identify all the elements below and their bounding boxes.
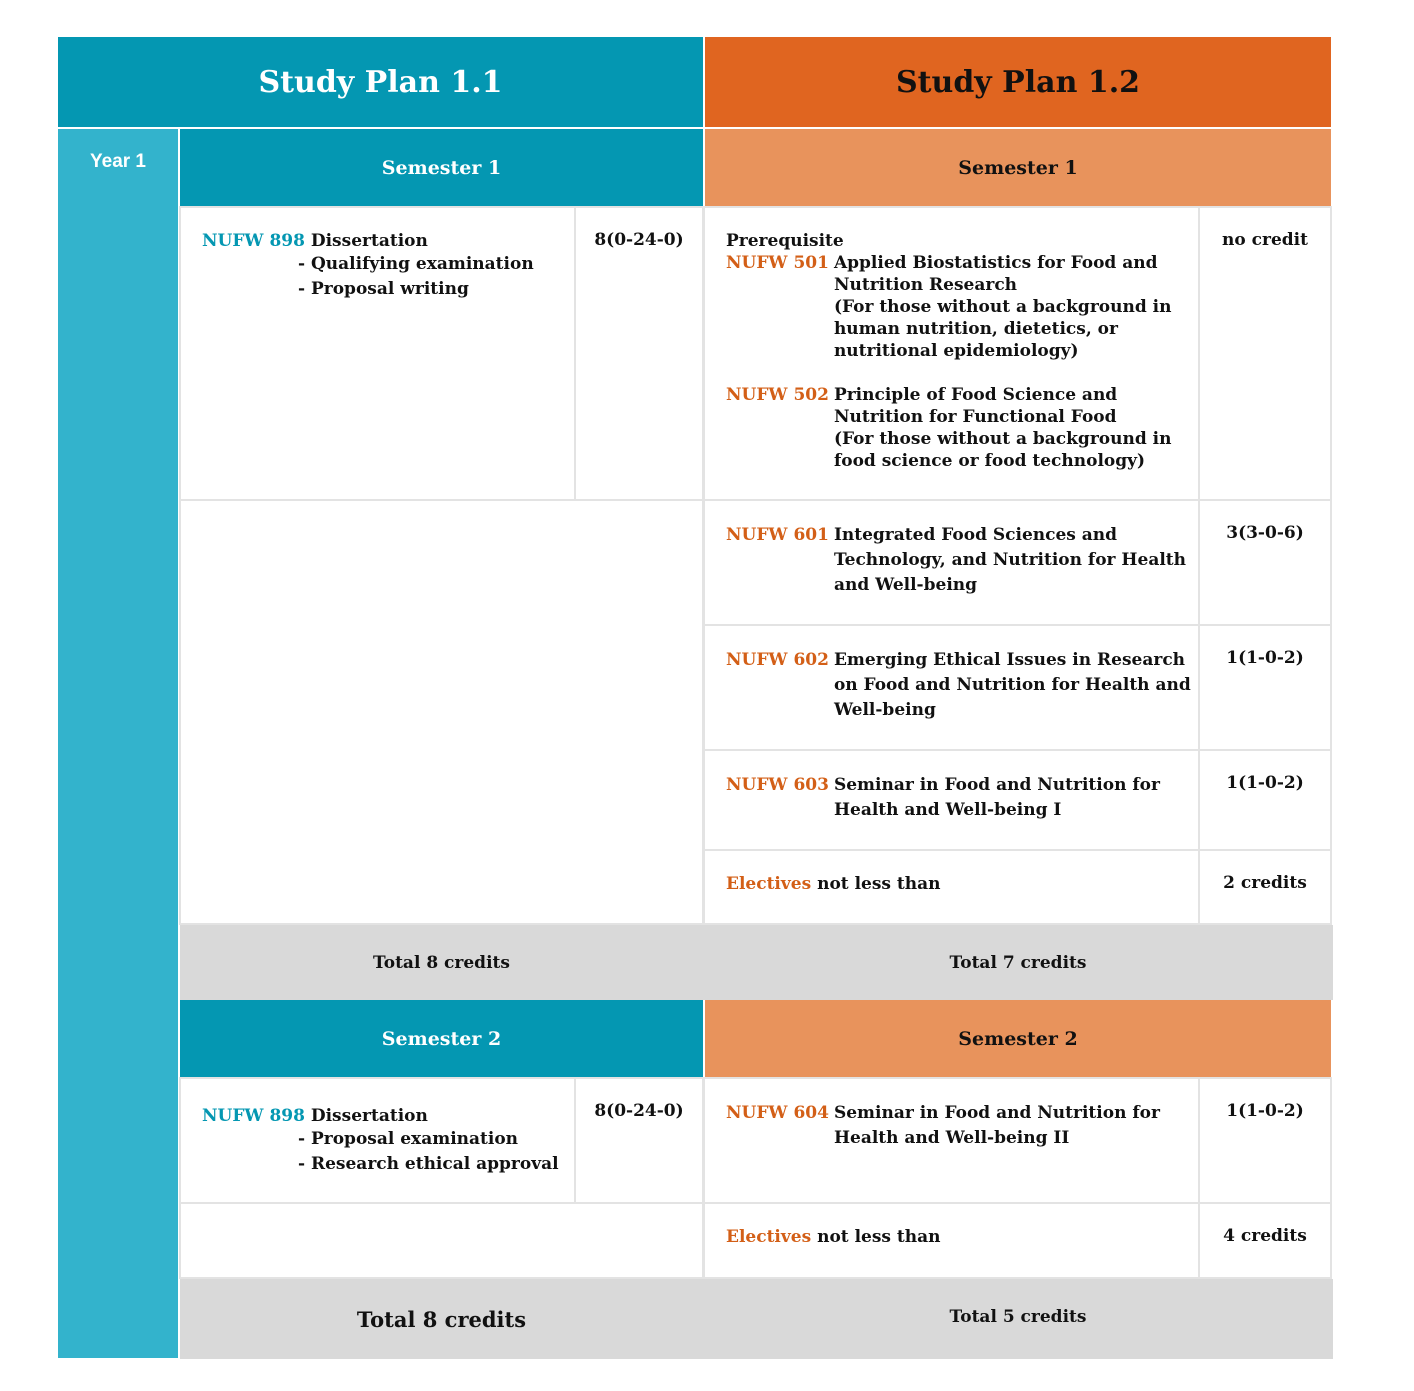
course-line: Health and Well-being I [833, 800, 1062, 820]
course-line: (For those without a background in [833, 297, 1172, 317]
plan-a-sem1-course-cell [179, 206, 576, 501]
course-line: Principle of Food Science and [833, 385, 1118, 405]
plan-b-prerequisite-cell [703, 206, 1200, 501]
course-line: Integrated Food Sciences and [833, 525, 1118, 545]
course-line: Seminar in Food and Nutrition for [833, 775, 1160, 795]
course-line: Nutrition Research [833, 275, 1018, 295]
credit-cell-604 [1198, 1077, 1332, 1204]
plan-b-semester-2-title: Semester 2 [958, 1027, 1078, 1050]
course-credit: 4 credits [1223, 1226, 1307, 1246]
course-line: Technology, and Nutrition for Health [833, 550, 1186, 570]
course-entry-604 [726, 1101, 1198, 1151]
course-line: (For those without a background in [833, 429, 1172, 449]
course-name: Dissertation [310, 231, 428, 251]
plan-b-prerequisite-credit-cell [1198, 206, 1332, 501]
course-entry [202, 230, 574, 252]
plan-a-sem1-total [180, 925, 703, 1000]
course-entry-501 [726, 252, 1198, 362]
course-code: NUFW 602 [726, 650, 829, 670]
course-code: NUFW 502 [726, 385, 829, 405]
plan-b-sem1-total [703, 925, 1333, 1000]
plan-a-sem2-total [180, 1279, 703, 1359]
electives-cell-sem1 [703, 849, 1200, 925]
study-plan-1-1-header [58, 37, 703, 127]
year-column [58, 129, 178, 1358]
plan-b-sem2-total [703, 1279, 1333, 1359]
study-plan-1-2-title: Study Plan 1.2 [895, 64, 1141, 100]
sub-item: - Research ethical approval [298, 1154, 559, 1174]
plan-a-semester-2-title: Semester 2 [381, 1027, 502, 1050]
course-line: Well-being [833, 700, 936, 720]
plan-a-sem2-empty-cell [179, 1202, 704, 1279]
course-line: Emerging Ethical Issues in Research [833, 650, 1186, 670]
plan-a-semester-1-header [180, 129, 703, 206]
electives-text: not less than [817, 1227, 941, 1247]
study-plan-1-1-title: Study Plan 1.1 [258, 64, 503, 100]
course-entry-602 [726, 648, 1198, 723]
course-sub-items [298, 1127, 574, 1177]
course-credit: 1(1-0-2) [1226, 648, 1304, 668]
course-credit: 1(1-0-2) [1226, 773, 1304, 793]
course-sub-items [298, 252, 574, 302]
electives-label: Electives [726, 1227, 812, 1247]
plan-a-sem2-credit-cell [574, 1077, 704, 1204]
year-label: Year 1 [90, 151, 146, 172]
plan-b-semester-2-header [705, 1000, 1331, 1077]
course-entry [202, 1105, 574, 1127]
course-line: food science or food technology) [833, 451, 1146, 471]
course-entry-601 [726, 523, 1198, 598]
course-credit: 1(1-0-2) [1226, 1101, 1304, 1121]
course-code: NUFW 603 [726, 775, 829, 795]
course-entry-502 [726, 384, 1198, 472]
course-code: NUFW 601 [726, 525, 829, 545]
course-cell-601 [703, 499, 1200, 626]
plan-a-semester-1-title: Semester 1 [381, 156, 502, 179]
course-line: Nutrition for Functional Food [833, 407, 1117, 427]
course-code: NUFW 604 [726, 1103, 829, 1123]
course-line: and Well-being [833, 575, 978, 595]
credit-cell-601 [1198, 499, 1332, 626]
course-code: NUFW 898 [202, 1106, 305, 1126]
course-credit: 8(0-24-0) [594, 1101, 684, 1121]
total-label: Total 8 credits [373, 952, 510, 973]
plan-b-semester-1-title: Semester 1 [958, 156, 1078, 179]
course-cell-602 [703, 624, 1200, 751]
course-line: Health and Well-being II [833, 1128, 1070, 1148]
prerequisite-label: Prerequisite [726, 231, 844, 251]
course-credit: 3(3-0-6) [1226, 523, 1304, 543]
electives-entry [726, 873, 1198, 895]
course-line: on Food and Nutrition for Health and [833, 675, 1191, 695]
total-label: Total 5 credits [949, 1307, 1087, 1327]
plan-b-semester-1-header [705, 129, 1331, 206]
course-credit: 8(0-24-0) [594, 230, 684, 250]
electives-label: Electives [726, 874, 812, 894]
plan-a-sem2-course-cell [179, 1077, 576, 1204]
course-line: nutritional epidemiology) [833, 341, 1079, 361]
electives-text: not less than [817, 874, 941, 894]
course-credit: 2 credits [1223, 873, 1307, 893]
electives-credit-cell-sem2 [1198, 1202, 1332, 1279]
credit-cell-602 [1198, 624, 1332, 751]
course-cell-604 [703, 1077, 1200, 1204]
total-label: Total 7 credits [949, 952, 1087, 973]
sub-item: - Proposal writing [298, 279, 469, 299]
course-credit: no credit [1222, 230, 1308, 250]
study-plan-1-2-header [705, 37, 1331, 127]
total-label: Total 8 credits [356, 1306, 527, 1332]
sub-item: - Proposal examination [298, 1129, 519, 1149]
electives-cell-sem2 [703, 1202, 1200, 1279]
plan-a-sem1-empty-cell [179, 499, 704, 925]
course-line: Applied Biostatistics for Food and [833, 253, 1158, 273]
course-code: NUFW 501 [726, 253, 829, 273]
electives-entry [726, 1226, 1198, 1248]
course-cell-603 [703, 749, 1200, 851]
course-line: Seminar in Food and Nutrition for [833, 1103, 1160, 1123]
course-code: NUFW 898 [202, 231, 305, 251]
plan-a-semester-2-header [180, 1000, 703, 1077]
course-line: human nutrition, dietetics, or [833, 319, 1118, 339]
course-entry-603 [726, 773, 1198, 823]
credit-cell-603 [1198, 749, 1332, 851]
course-name: Dissertation [310, 1106, 428, 1126]
plan-a-sem1-credit-cell [574, 206, 704, 501]
electives-credit-cell-sem1 [1198, 849, 1332, 925]
sub-item: - Qualifying examination [298, 254, 534, 274]
